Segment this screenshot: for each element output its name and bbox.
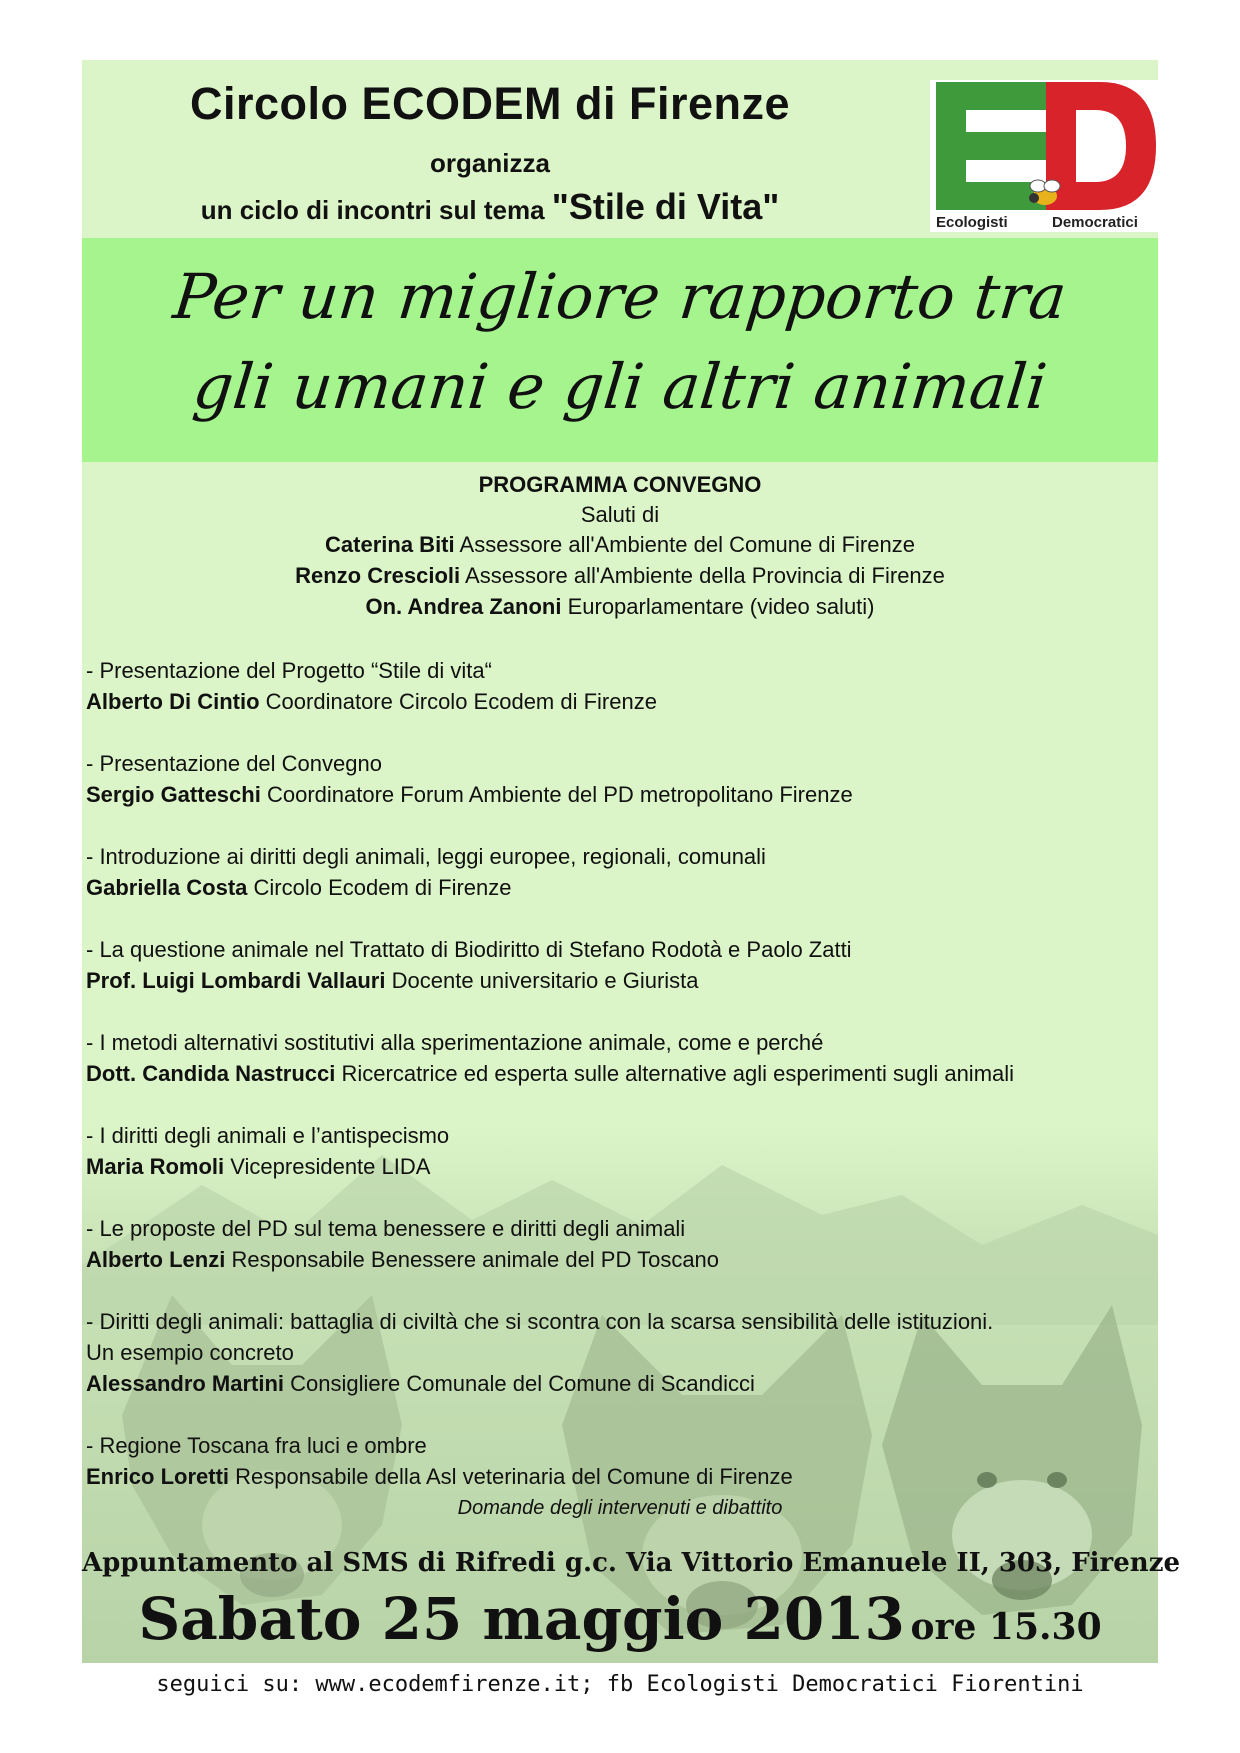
program-item [86, 934, 1156, 996]
tagline-line-1: Per un migliore rapporto tra [170, 260, 1070, 333]
cycle-prefix: un ciclo di incontri sul tema [200, 195, 545, 225]
speaker-role: Responsabile Benessere animale del PD Toscano [231, 1247, 720, 1272]
speaker-role: Circolo Ecodem di Firenze [253, 875, 512, 900]
greeting-name: Caterina Biti [325, 532, 455, 557]
speaker-name: Sergio Gatteschi [86, 782, 261, 807]
program-topic-continued: Un esempio concreto [86, 1340, 294, 1365]
speaker-role: Coordinatore Circolo Ecodem di Firenze [265, 689, 657, 714]
program-speaker-line [86, 779, 1156, 810]
greetings-label: Saluti di [580, 502, 660, 527]
speaker-name: Gabriella Costa [86, 875, 248, 900]
speaker-name: Maria Romoli [86, 1154, 225, 1179]
program-topic: - Presentazione del Progetto “Stile di vita“ [86, 658, 492, 683]
follow-us-line: seguici su: www.ecodemfirenze.it; fb Ecologisti Democratici Fiorentini [156, 1672, 1084, 1697]
greeting-row [82, 594, 1158, 620]
speaker-role: Consigliere Comunale del Comune di Scandicci [290, 1371, 755, 1396]
program-item [86, 655, 1156, 717]
program-item [86, 841, 1156, 903]
program-topic: - I diritti degli animali e l’antispecismo [86, 1123, 450, 1148]
speaker-role: Coordinatore Forum Ambiente del PD metropolitano Firenze [266, 782, 853, 807]
program-topic: - Le proposte del PD sul tema benessere e diritti degli animali [86, 1216, 686, 1241]
event-date-line [82, 1585, 1158, 1653]
speaker-name: Prof. Luigi Lombardi Vallauri [86, 968, 386, 993]
program-speaker-line [86, 1244, 1156, 1275]
program-speaker-line [86, 1151, 1156, 1182]
program-item [86, 748, 1156, 810]
program-topic: - Introduzione ai diritti degli animali, leggi europee, regionali, comunali [86, 844, 766, 869]
greeting-name: Renzo Crescioli [295, 563, 461, 588]
event-time: ore 15.30 [910, 1606, 1102, 1648]
organizer-line: organizza [430, 148, 550, 178]
program-item [86, 1213, 1156, 1275]
program-speaker-line [86, 965, 1156, 996]
ecologisti-democratici-logo [930, 80, 1158, 232]
program-speaker-line [86, 872, 1156, 903]
event-date: Sabato 25 maggio 2013 [138, 1585, 905, 1653]
speaker-name: Alberto Di Cintio [86, 689, 260, 714]
speaker-role: Responsabile della Asl veterinaria del Comune di Firenze [235, 1464, 793, 1489]
program-speaker-line [86, 1058, 1156, 1089]
ed-logo-icon [930, 80, 1158, 232]
program-item [86, 1306, 1156, 1399]
cycle-line [90, 186, 890, 228]
tagline-band [82, 238, 1158, 462]
logo-caption-right: Democratici [1052, 214, 1138, 231]
program-topic: - La questione animale nel Trattato di Biodiritto di Stefano Rodotà e Paolo Zatti [86, 937, 852, 962]
tagline-line-2: gli umani e gli altri animali [189, 350, 1051, 423]
venue-line: Appuntamento al SMS di Rifredi g.c. Via Vittorio Emanuele II, 303, Firenze [82, 1548, 1181, 1578]
cycle-theme: "Stile di Vita" [551, 186, 780, 227]
speaker-name: Alessandro Martini [86, 1371, 285, 1396]
greeting-role: Europarlamentare (video saluti) [567, 594, 875, 619]
speaker-role: Ricercatrice ed esperta sulle alternative agli esperimenti sugli animali [341, 1061, 1015, 1086]
program-topic: - Diritti degli animali: battaglia di civiltà che si scontra con la scarsa sensibilità delle istituzioni. [86, 1309, 994, 1334]
speaker-name: Alberto Lenzi [86, 1247, 226, 1272]
greeting-role: Assessore all'Ambiente del Comune di Firenze [459, 532, 915, 557]
program-item [86, 1430, 1156, 1492]
program-speaker-line [86, 686, 1156, 717]
program-item [86, 1120, 1156, 1182]
program-heading: PROGRAMMA CONVEGNO [478, 472, 762, 497]
greeting-row [82, 532, 1158, 558]
speaker-name: Dott. Candida Nastrucci [86, 1061, 336, 1086]
program-topic: - Presentazione del Convegno [86, 751, 382, 776]
program-speaker-line [86, 1368, 1156, 1399]
program-speaker-line [86, 1461, 1156, 1492]
program-topic: - I metodi alternativi sostitutivi alla sperimentazione animale, come e perché [86, 1030, 824, 1055]
speaker-role: Vicepresidente LIDA [230, 1154, 431, 1179]
closing-discussion: Domande degli intervenuti e dibattito [457, 1497, 783, 1519]
club-title: Circolo ECODEM di Firenze [189, 78, 791, 129]
greeting-role: Assessore all'Ambiente della Provincia di Firenze [465, 563, 945, 588]
program-topic: - Regione Toscana fra luci e ombre [86, 1433, 427, 1458]
logo-caption-left: Ecologisti [936, 214, 1008, 231]
program-item [86, 1027, 1156, 1089]
greeting-name: On. Andrea Zanoni [365, 594, 562, 619]
speaker-role: Docente universitario e Giurista [391, 968, 699, 993]
greeting-row [82, 563, 1158, 589]
speaker-name: Enrico Loretti [86, 1464, 230, 1489]
